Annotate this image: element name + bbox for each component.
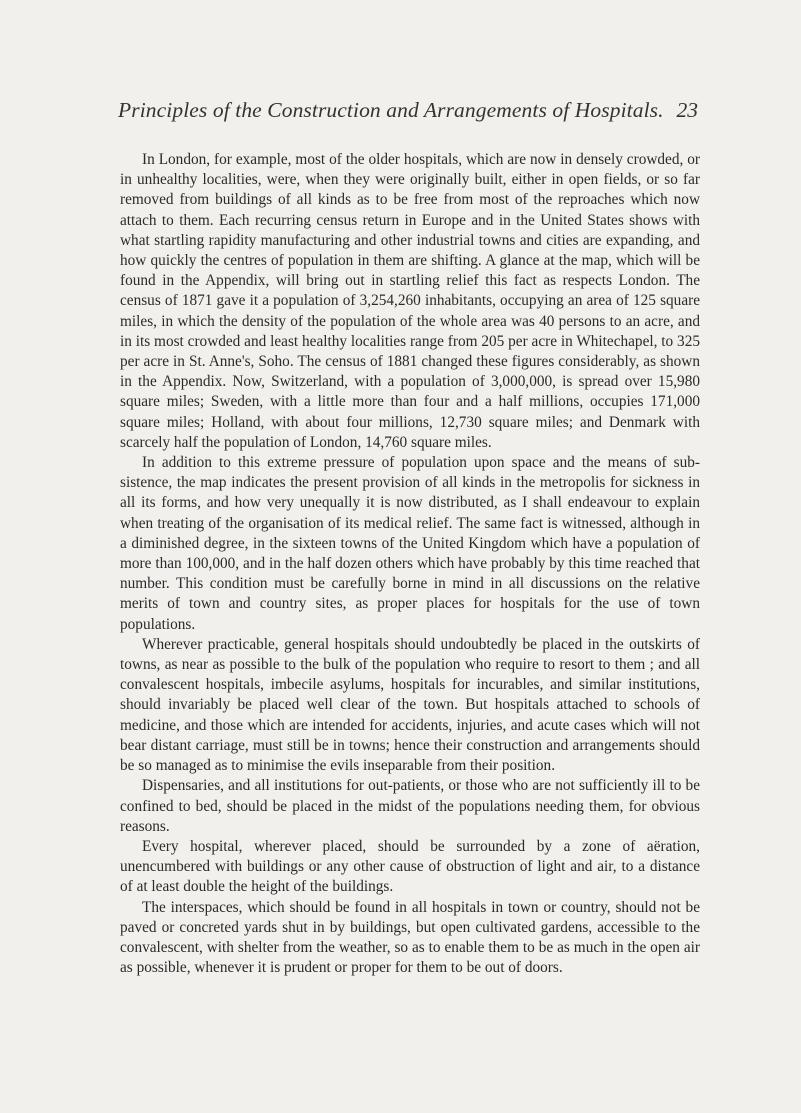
paragraph-hospital-placement: Wherever practicable, general hospitals should undoubtedly be placed in the outskirts of towns, as near as possible to the bulk of the population who require to resort to them ; and all convalescent hospitals, imbecile asylums, hospitals for incurables, and similar institutions, should invariably be placed well clear of the town. But hospitals attached to schools of medicine, and those which are intended for accidents, injuries, and acute cases which will not bear distant carriage, must still be in towns; hence their construction and arrangements should be so managed as to minimise the evils inseparable from their position. (120, 635, 700, 775)
running-title: Principles of the Construction and Arrangements of Hospitals. (118, 98, 664, 122)
page-number: 23 (676, 98, 698, 122)
body-text (120, 150, 700, 978)
paragraph-dispensaries: Dispensaries, and all institutions for out-patients, or those who are not sufficiently ill to be confined to bed, should be placed in the midst of the populations needing them, for obvious reasons. (120, 777, 700, 835)
paragraph-interspaces: The interspaces, which should be found in all hospitals in town or country, should not be paved or concreted yards shut in by buildings, but open cultivated gardens, accessible to the convalescent, with shelter from the weather, so as to enable them to be as much in the open air as possible, whenever it is prudent or proper for them to be out of doors. (120, 898, 700, 977)
paragraph-census-density: In London, for example, most of the older hospitals, which are now in densely crowded, or in unhealthy localities, were, when they were originally built, either in open fields, or so far removed from buildings of all kinds as to be free from most of the reproaches which now attach to them. Each recurring census return in Europe and in the United States shows with what startling rapidity manufacturing and other industrial towns and cities are expanding, and how quickly the centres of population in them are shifting. A glance at the map, which will be found in the Appendix, will bring out in startling relief this fact as respects London. The census of 1871 gave it a population of 3,254,260 inhabitants, occupying an area of 125 square miles, in which the density of the population of the whole area was 40 persons to an acre, and in its most crowded and least healthy localities range from 205 per acre in Whitechapel, to 325 per acre in St. Anne's, Soho. The census of 1881 changed these figures considerably, as shown in the Appendix. Now, Switzerland, with a population of 3,000,000, is spread over 15,980 square miles; Sweden, with a little more than four and a half millions, occupies 171,000 square miles; Holland, with about four millions, 12,730 square miles; and Denmark with scarcely half the population of London, 14,760 square miles. (120, 151, 700, 451)
running-header (118, 98, 698, 128)
paragraph-metropolis-provision: In addition to this extreme pressure of population upon space and the means of sub-sistence, the map indicates the present provision of all kinds in the metropolis for sickness in all its forms, and how very unequally it is now distributed, as I shall endeavour to explain when treating of the organisation of its medical relief. The same fact is witnessed, although in a diminished degree, in the sixteen towns of the United Kingdom which have a population of more than 100,000, and in the half dozen others which have probably by this time reached that number. This condition must be carefully borne in mind in all discussions on the relative merits of town and country sites, as proper places for hospitals for the use of town populations. (120, 454, 700, 633)
paragraph-aeration-zone: Every hospital, wherever placed, should be surrounded by a zone of aëration, unencumbered with buildings or any other cause of obstruction of light and air, to a distance of at least double the height of the buildings. (120, 837, 700, 896)
